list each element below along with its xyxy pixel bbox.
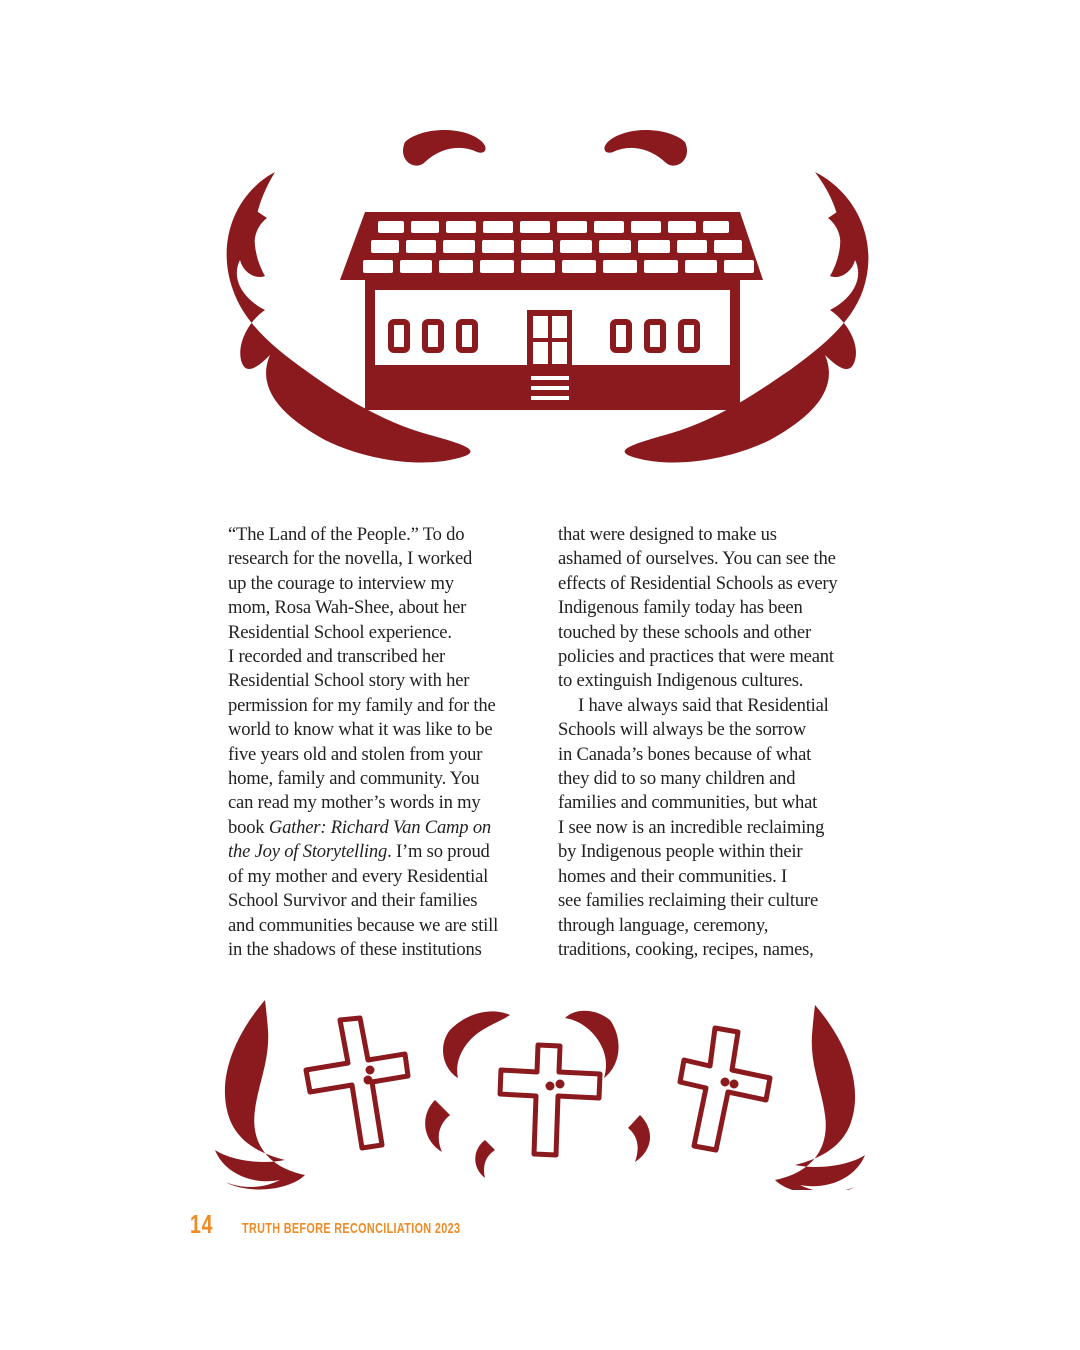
text-line: Indigenous family today has been	[558, 597, 803, 619]
running-title: TRUTH BEFORE RECONCILIATION 2023	[242, 1220, 461, 1237]
text-line: that were designed to make us	[558, 524, 777, 545]
crosses-illustration	[210, 990, 870, 1190]
text-line: School Survivor and their families	[228, 890, 478, 912]
text-line: “The Land of the People.” To do	[228, 524, 465, 545]
cross-middle	[500, 1045, 600, 1155]
page-footer	[190, 1209, 545, 1240]
page-number: 14	[190, 1209, 214, 1239]
residential-school-illustration	[215, 120, 880, 480]
cross-right	[680, 1028, 770, 1150]
text-line: five years old and stolen from your	[228, 743, 483, 765]
text-line: can read my mother’s words in my	[228, 792, 481, 814]
text-line: of my mother and every Residential	[228, 865, 489, 887]
text-line: up the courage to interview my	[228, 572, 454, 594]
text-line: Residential School story with her	[228, 670, 470, 692]
text-line: and communities because we are still	[228, 914, 499, 936]
right-flame-tongue	[604, 130, 687, 166]
door	[527, 310, 572, 368]
text-line: Schools will always be the sorrow	[558, 719, 806, 741]
text-line: policies and practices that were meant	[558, 646, 834, 668]
paragraph-start: I have always said that Residential	[578, 694, 829, 716]
text-line: world to know what it was like to be	[228, 719, 493, 741]
book-title-cont: the Joy of Storytelling	[228, 841, 388, 863]
text-line: Residential School experience.	[228, 621, 452, 643]
text-line: research for the novella, I worked	[228, 548, 473, 570]
text-line: home, family and community. You	[228, 768, 480, 790]
text-line: in Canada’s bones because of what	[558, 743, 812, 765]
book-title-line-1: book Gather: Richard Van Camp on	[228, 816, 492, 838]
text-line: families and communities, but what	[558, 792, 818, 814]
cross-left	[306, 1018, 408, 1148]
text-line: traditions, cooking, recipes, names,	[558, 938, 814, 960]
text-line: homes and their communities. I	[558, 865, 787, 887]
text-line: I see now is an incredible reclaiming	[558, 816, 825, 838]
book-title-line-2: the Joy of Storytelling. I’m so proud	[228, 841, 490, 863]
text-line: I recorded and transcribed her	[228, 646, 446, 668]
school-building	[340, 212, 763, 410]
book-title: Gather: Richard Van Camp on	[268, 816, 492, 838]
text-line: ashamed of ourselves. You can see the	[558, 548, 836, 570]
text-line: by Indigenous people within their	[558, 841, 803, 863]
text-line: effects of Residential Schools as every	[558, 572, 838, 594]
text-line: through language, ceremony,	[558, 914, 769, 936]
steps	[531, 376, 569, 400]
text-line: permission for my family and for the	[228, 694, 496, 716]
text-line: touched by these schools and other	[558, 621, 811, 643]
text-line: see families reclaiming their culture	[558, 890, 819, 912]
text-line: in the shadows of these institutions	[228, 938, 482, 960]
text-line: mom, Rosa Wah-Shee, about her	[228, 597, 467, 619]
left-flame-tongue	[403, 130, 486, 166]
left-column	[228, 523, 528, 962]
text-line: to extinguish Indigenous cultures.	[558, 670, 804, 692]
text-line: they did to so many children and	[558, 768, 796, 790]
right-column	[558, 523, 858, 962]
